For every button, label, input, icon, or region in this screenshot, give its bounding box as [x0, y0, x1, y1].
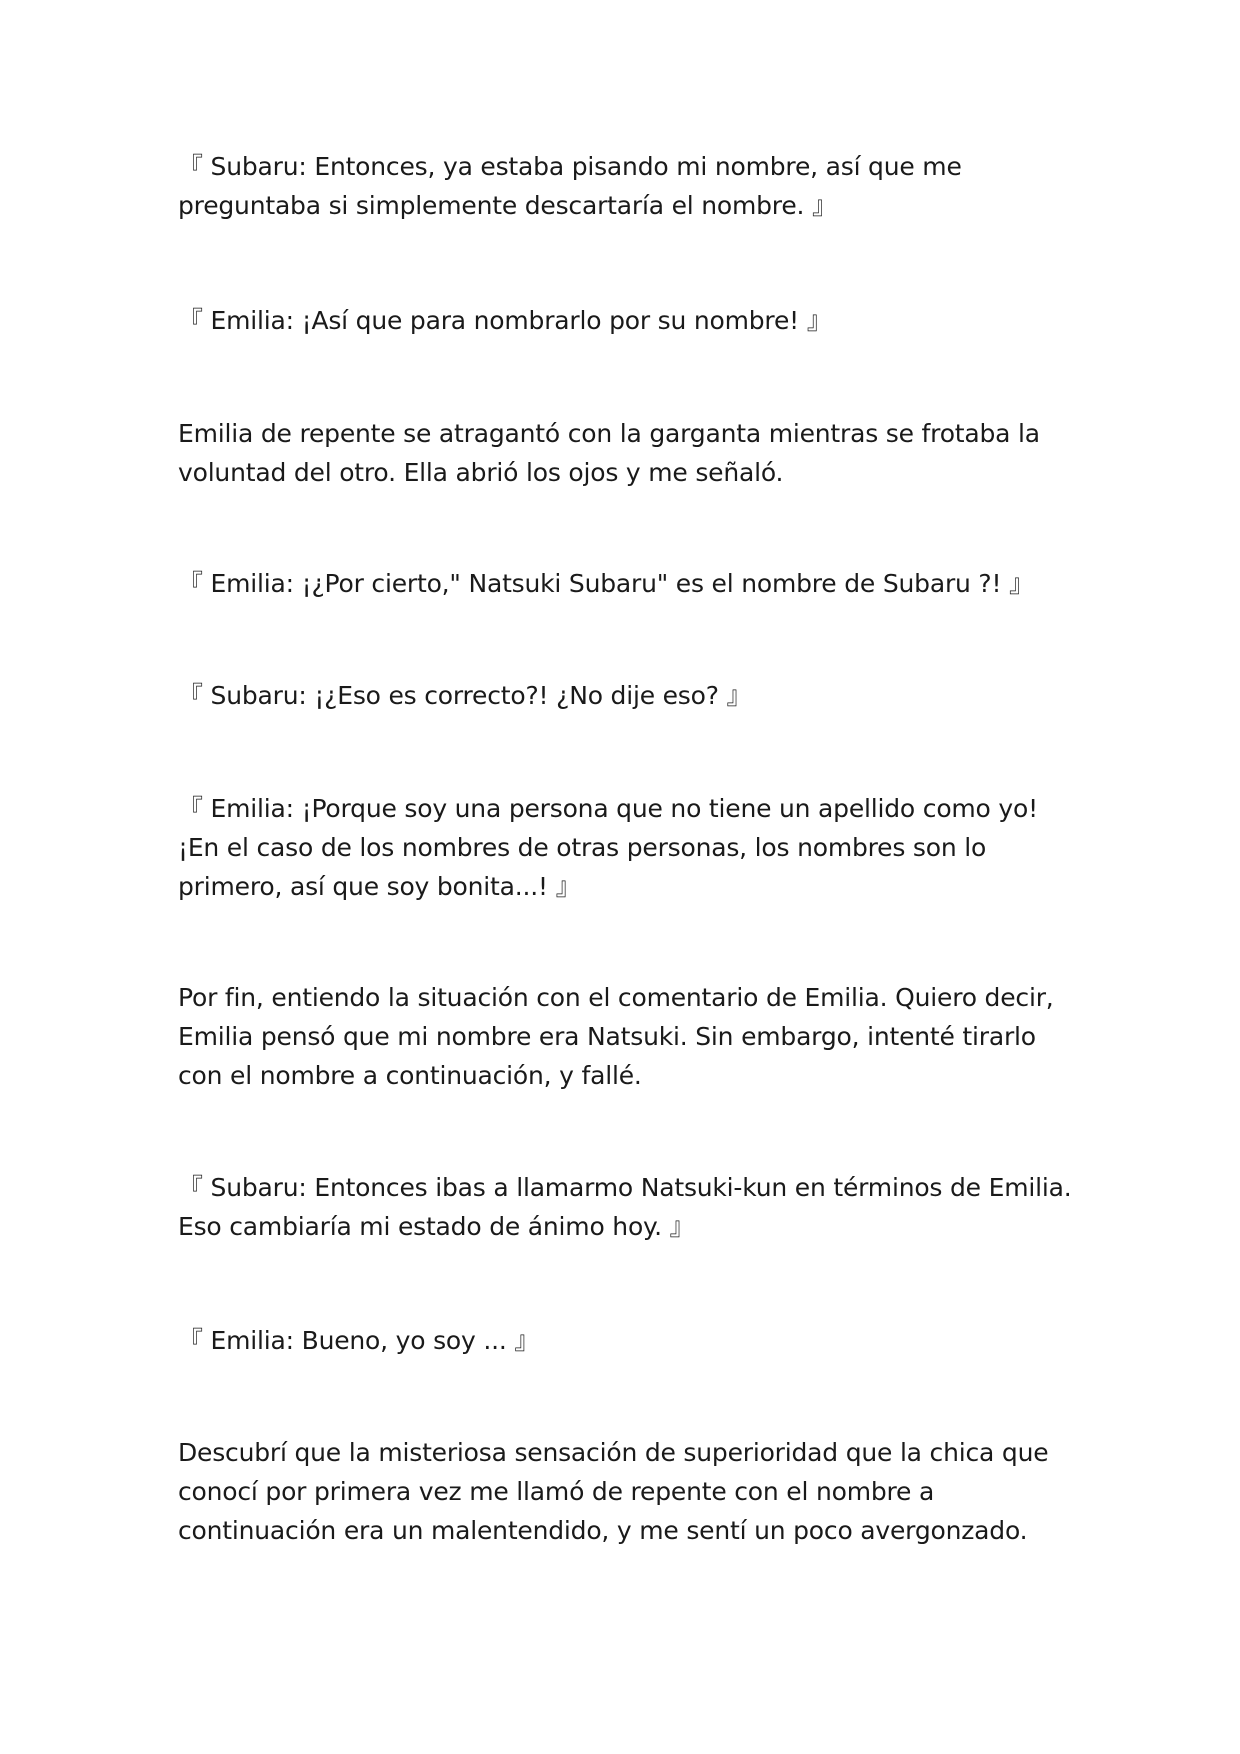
dialogue-paragraph: 『 Emilia: Bueno, yo soy ... 』	[178, 1326, 540, 1355]
dialogue-paragraph: 『 Subaru: ¡¿Eso es correcto?! ¿No dije eso? 』	[178, 681, 752, 710]
dialogue-paragraph: 『 Subaru: Entonces ibas a llamarmo Natsuki-kun en términos de Emilia. Eso cambiaría mi estado de ánimo hoy. 』	[178, 1173, 1072, 1241]
narration-paragraph: Descubrí que la misteriosa sensación de superioridad que la chica que conocí por primera vez me llamó de repente con el nombre a continuación era un malentendido, y me sentí un poco avergonzado.	[178, 1438, 1049, 1545]
narration-paragraph: Por fin, entiendo la situación con el comentario de Emilia. Quiero decir, Emilia pensó que mi nombre era Natsuki. Sin embargo, intenté tirarlo con el nombre a continuación, y fallé.	[178, 983, 1054, 1090]
narration-paragraph: Emilia de repente se atragantó con la garganta mientras se frotaba la voluntad del otro. Ella abrió los ojos y me señaló.	[178, 419, 1040, 487]
dialogue-paragraph: 『 Emilia: ¡Así que para nombrarlo por su nombre! 』	[178, 306, 832, 335]
dialogue-paragraph: 『 Emilia: ¡Porque soy una persona que no tiene un apellido como yo! ¡En el caso de los nombres de otras personas, los nombres son lo primero, así que soy bonita...! 』	[178, 794, 1038, 901]
dialogue-paragraph: 『 Emilia: ¡¿Por cierto," Natsuki Subaru" es el nombre de Subaru ?! 』	[178, 569, 1034, 598]
dialogue-paragraph: 『 Subaru: Entonces, ya estaba pisando mi nombre, así que me preguntaba si simplemente descartaría el nombre. 』	[178, 152, 962, 220]
